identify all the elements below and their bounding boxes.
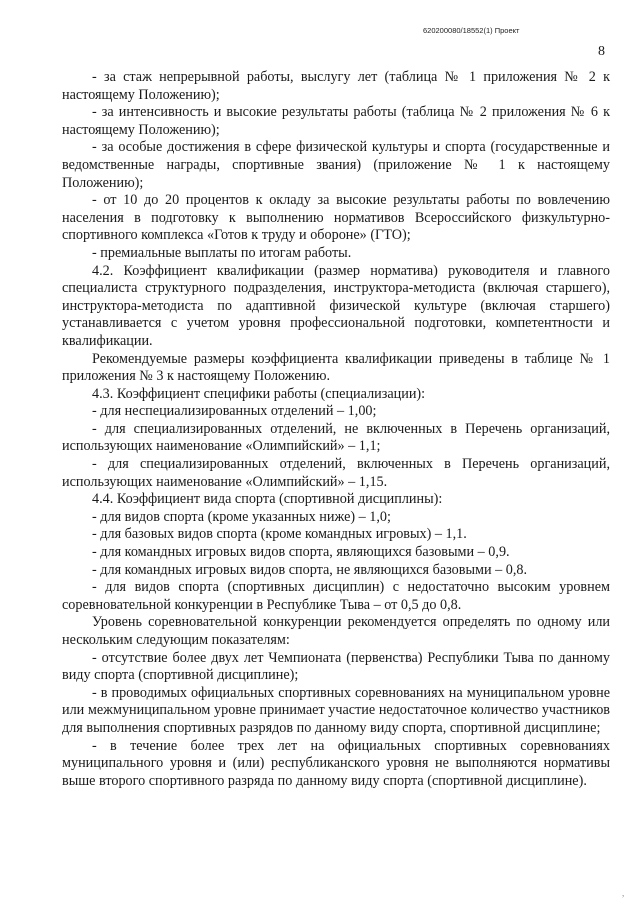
- paragraph: - в проводимых официальных спортивных соревнованиях на муниципальном уровне или межмуниципальном уровне принимает участие недостаточное количество участников для выполнения спортивных разрядов по данному виду спорта, спортивной дисциплине;: [62, 684, 610, 736]
- paragraph: - для базовых видов спорта (кроме командных игровых) – 1,1.: [92, 526, 467, 543]
- paragraph: - для командных игровых видов спорта, не являющихся базовыми – 0,8.: [92, 561, 528, 578]
- paragraph: - для специализированных отделений, включенных в Перечень организаций, использующих наименование «Олимпийский» – 1,15.: [62, 456, 610, 490]
- scan-artifact-mark: ,: [622, 888, 625, 898]
- paragraph: 4.2. Коэффициент квалификации (размер норматива) руководителя и главного специалиста структурного подразделения, инструктора-методиста (включая старшего), инструктора-методиста по адаптивной физической культуре (включая старшего) устанавливается с учетом уровня профессиональной подготовки, компетентности и квалификации.: [62, 262, 610, 349]
- page-number: 8: [598, 44, 605, 59]
- paragraph: 4.3. Коэффициент специфики работы (специализации):: [92, 385, 426, 402]
- paragraph: - для видов спорта (спортивных дисциплин) с недостаточно высоким уровнем соревновательной конкуренции в Республике Тыва – от 0,5 до 0,8.: [62, 579, 610, 613]
- paragraph: - за стаж непрерывной работы, выслугу лет (таблица № 1 приложения № 2 к настоящему Положению);: [62, 69, 610, 103]
- paragraph: - для командных игровых видов спорта, являющихся базовыми – 0,9.: [92, 544, 510, 561]
- paragraph: - для видов спорта (кроме указанных ниже) – 1,0;: [92, 508, 391, 525]
- paragraph: - в течение более трех лет на официальных спортивных соревнованиях муниципального уровня и (или) республиканского уровня не выполняются нормативы выше второго спортивного разряда по данному виду спорта (спортивной дисциплине).: [62, 737, 610, 789]
- paragraph: - отсутствие более двух лет Чемпионата (первенства) Республики Тыва по данному виду спорта (спортивной дисциплине);: [62, 649, 610, 684]
- paragraph: - для специализированных отделений, не включенных в Перечень организаций, использующих наименование «Олимпийский» – 1,1;: [62, 420, 610, 455]
- paragraph: - премиальные выплаты по итогам работы.: [92, 244, 352, 261]
- paragraph: - за интенсивность и высокие результаты работы (таблица № 2 приложения № 6 к настоящему Положению);: [62, 104, 610, 138]
- document-id: 620200080/18552(1) Проект: [423, 26, 520, 35]
- paragraph: Уровень соревновательной конкуренции рекомендуется определять по одному или нескольким следующим показателям:: [62, 614, 610, 648]
- paragraph: - за особые достижения в сфере физической культуры и спорта (государственные и ведомственные награды, спортивные звания) (приложение № 1 к настоящему Положению);: [62, 139, 610, 191]
- paragraph: 4.4. Коэффициент вида спорта (спортивной дисциплины):: [92, 491, 443, 508]
- paragraph: Рекомендуемые размеры коэффициента квалификации приведены в таблице № 1 приложения № 3 к настоящему Положению.: [62, 350, 610, 385]
- paragraph: - для неспециализированных отделений – 1,00;: [92, 403, 377, 420]
- document-body: [62, 69, 610, 790]
- paragraph: - от 10 до 20 процентов к окладу за высокие результаты работы по вовлечению населения в подготовку к выполнению нормативов Всероссийского физкультурно-спортивного комплекса «Готов к труду и обороне» (ГТО);: [62, 192, 610, 244]
